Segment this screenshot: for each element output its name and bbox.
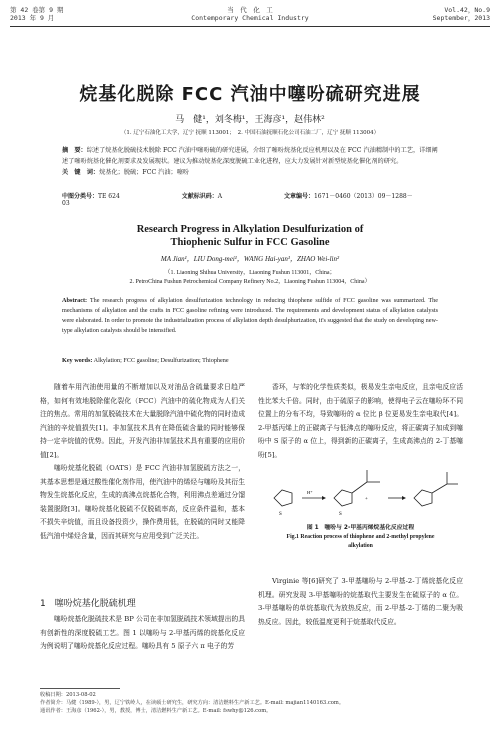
body-paragraph: 随着车用汽油使用量的不断增加以及对油品含硫量要求日趋严格，如何有效地脱除催化裂化（FCC）汽油中的硫化物成为人们关注的焦点。常用的加氢脱硫技术在大量脱除汽油中硫化物的同时造成汽油的辛烷值损失[1]。非加氢技术具有在降低硫含量的同时能够保持一定辛烷值的优势。因此，开发汽油非加氢技术具有重要的应用价值[2]。	[40, 383, 245, 459]
article-no-value: 1671－0460（2013）09－1288－03	[62, 193, 413, 207]
english-title	[0, 223, 500, 249]
header-rule	[10, 26, 490, 27]
keywords-text: 烷基化；脱硫；FCC 汽油；噻吩	[99, 169, 190, 176]
journal-name-en: Contemporary Chemical Industry	[191, 14, 309, 22]
clc-value: TE 624	[98, 193, 120, 200]
abstract-label: 摘 要：	[62, 147, 87, 154]
sulfur-label: S	[279, 512, 282, 517]
article-meta	[62, 191, 438, 207]
body-paragraph: 噻吩烷基化脱硫技术是 BP 公司在非加氢脱硫技术领域提出的具有创新性的深度脱硫工艺。图 1 以噻吩与 2-甲基丙烯的烷基化反应为例说明了噻吩烷基化反应过程。噻吩具有 5 原子六 π 电子的芳	[40, 615, 245, 650]
article-no-label: 文章编号：	[283, 193, 314, 200]
product-structure	[365, 472, 458, 506]
journal-name	[10, 6, 490, 22]
footnote-received: 收稿日期：2013-08-02	[40, 692, 96, 698]
figure-caption-en-1: Fig.1 Reaction process of thiophene and 2-methyl propylene	[286, 534, 435, 540]
english-affil-2: 2. PetroChina Fushun Petrochemical Company Refinery No.2，Liaoning Fushun 113004，China）	[129, 279, 371, 285]
abstract-cn	[62, 145, 438, 178]
english-authors: MA Jian¹，LIU Dong-mei¹，WANG Hai-yan¹，ZHAO Wei-lin²	[160, 255, 340, 263]
doc-code-value: A	[217, 193, 223, 200]
clc-label: 中图分类号：	[62, 193, 99, 200]
plus-label: +	[365, 497, 368, 502]
body-right-column-2	[258, 575, 463, 629]
body-left-column	[40, 381, 245, 543]
journal-volume-en	[433, 6, 490, 22]
intermediate-structure	[334, 470, 380, 517]
english-abstract-label: Abstract:	[62, 297, 88, 304]
abstract-text: 综述了烷基化脱硫技术脱除 FCC 汽油中噻吩硫的研究进展，介绍了噻吩烷基化反应机理以及在 FCC 汽油精制中的工艺，详细阐述了噻吩烷基化催化剂要求及发展现状。建议为推动烷基化深度脱硫工业化进程，应大力发展针对新型烷基化催化剂的研究。	[62, 147, 438, 165]
body-paragraph: 香环，与苯的化学性质类似，极易发生亲电反应，且亲电反应活性比苯大千倍。同时，由于硫原子的影响，使得电子云在噻吩环不同位置上的分布不均，导致噻吩的 α 位比 β 位更易发生亲电取代[4]。2-甲基丙烯上的正碳离子与低沸点的噻吩反应，将正碳离子加成到噻吩中 S 原子的 α 位上，得到新的正碳离子，生成高沸点的 2-丁基噻吩[5]。	[258, 383, 463, 459]
footnote-corresponding: 通讯作者：王海彦（1962-），男，教授，博士，清洁燃料生产新工艺。E-mail: fswhy@126.com。	[40, 708, 272, 714]
reaction-figure	[262, 460, 462, 520]
section-heading: 1 噻吩烷基化脱硫机理	[40, 599, 136, 609]
footnote-rule	[40, 688, 120, 689]
volume-issue-en: Vol.42，No.9	[444, 6, 490, 14]
english-affiliations	[0, 269, 500, 287]
english-title-line1: Research Progress in Alkylation Desulfurization of	[136, 224, 364, 235]
body-paragraph: Virginie 等[6]研究了 3-甲基噻吩与 2-甲基-2-丁烯烷基化反应机理。研究发现 3-甲基噻吩的烷基取代主要发生在硫原子的 α 位。3-甲基噻吩的单烷基取代为放热反应，而 2-甲基-2-丁烯的二聚为吸热反应。因此，较低温度更利于烷基取代反应。	[258, 577, 463, 626]
issue-date-en: September，2013	[432, 14, 490, 22]
catalyst-label: H⁺	[307, 490, 313, 495]
english-keywords-label: Key words:	[62, 357, 93, 364]
figure-caption-cn: 图 1 噻吩与 2-甲基丙烯烷基化反应过程	[306, 525, 415, 531]
doc-code-label: 文献标识码：	[181, 193, 218, 200]
journal-name-cn: 当 代 化 工	[227, 6, 273, 14]
article-authors: 马 健¹，刘冬梅¹，王海彦¹，赵伟林²	[175, 115, 325, 125]
footnote-author: 作者简介：马健（1989-），男，辽宁铁岭人，在读硕士研究生，研究方向：清洁燃料生产新工艺。E-mail: majian1140163.com。	[40, 700, 345, 706]
issue-date: 2013 年 9 月	[10, 14, 55, 22]
english-keywords-text: Alkylation; FCC gasoline; Desulfurization; Thiophene	[93, 357, 229, 364]
sulfur-label-2: S	[339, 512, 342, 517]
body-left-column-2	[40, 613, 245, 654]
clc-field	[62, 193, 150, 200]
doc-code-field	[182, 193, 252, 200]
english-abstract	[62, 296, 438, 336]
article-affiliations: （1. 辽宁石油化工大学，辽宁 抚顺 113001； 2. 中国石油抚顺石化公司石油二厂，辽宁 抚顺 113004）	[120, 130, 380, 136]
page-header	[10, 6, 490, 30]
body-paragraph: 噻吩烷基化脱硫（OATS）是 FCC 汽油非加氢脱硫方法之一，其基本思想是通过酸性催化剂作用，使汽油中的烯烃与噻吩及其衍生物发生烷基化反应，生成的高沸点烷基化合物，利用沸点差通过分馏装置脱除[3]。噻吩烷基化脱硫不仅脱硫率高，反应条件温和，基本不损失辛烷值，而且设备投资少，操作费用低，在脱硫的同时又能降低汽油中烯烃含量，因而其研究与应用受到广泛关注。	[40, 464, 245, 540]
keywords-label: 关 键 词：	[62, 169, 100, 176]
english-keywords	[62, 357, 438, 364]
reaction-arrow	[302, 490, 326, 500]
article-title: 烷基化脱除 FCC 汽油中噻吩硫研究进展	[79, 84, 421, 105]
english-title-line2: Thiophenic Sulfur in FCC Gasoline	[170, 237, 330, 248]
volume-issue: 第 42 卷第 9 期	[10, 6, 64, 14]
english-affil-1: （1. Liaoning Shihua University，Liaoning Fushun 113001，China；	[164, 270, 336, 276]
body-right-column	[258, 381, 463, 462]
thiophene-ring	[274, 490, 292, 517]
figure-caption-en-2: alkylation	[348, 543, 373, 549]
footnotes	[40, 688, 460, 715]
english-abstract-text: The research progress of alkylation desulfurization technology in reducing thiophene sulfide of FCC gasoline was summarized. The mechanisms of alkylation and the crafts in FCC gasoline refining were introduced. The requirements and development status of alkylation catalysts were elaborated. In order to promote the industrialization process of alkylation depth desulphurization, it's suggested that the study on developing new-type alkylation catalysts should be intensified.	[62, 297, 438, 334]
figure-caption	[258, 524, 463, 551]
